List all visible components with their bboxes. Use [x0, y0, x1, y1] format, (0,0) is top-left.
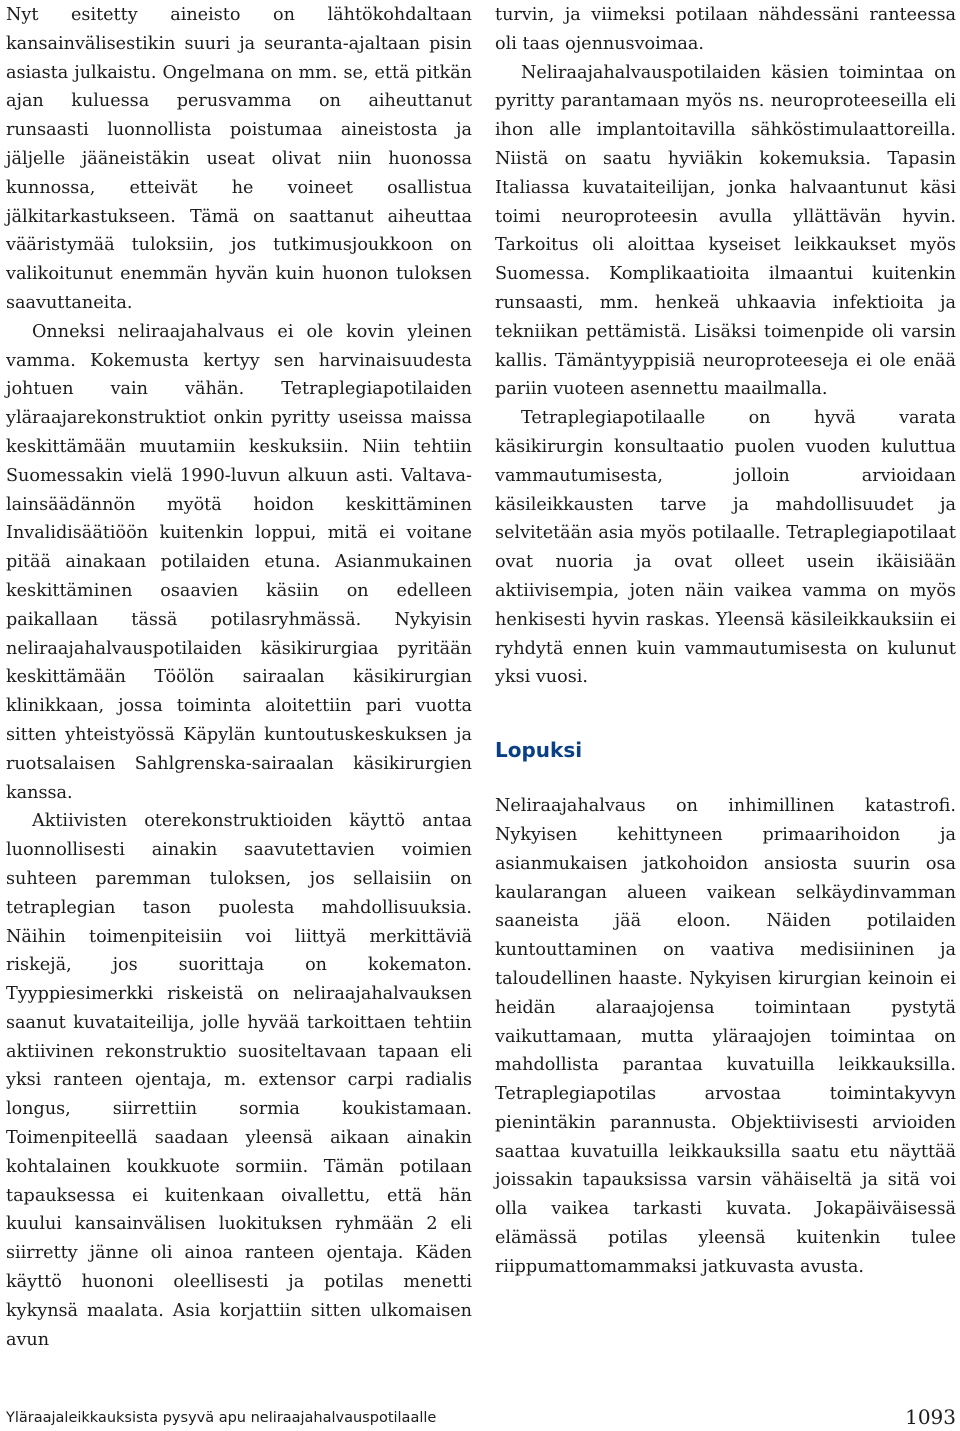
paragraph: Nyt esitetty aineisto on lähtökohdaltaan kansainvälisestikin suuri ja seuranta-ajaltaan pisin asiasta julkaistu. Ongelmana on mm. se, että pitkän ajan kuluessa perusvamma on aiheuttanut runsaasti luonnollista poistumaa aineistosta ja jäljelle jääneistäkin useat olivat niin huonossa kunnossa, etteivät he voineet osallistua jälkitarkastukseen. Tämä on saattanut aiheuttaa vääristymää tuloksiin, jos tutkimusjoukkoon on valikoitunut enemmän hyvän kuin huonon tuloksen saavuttaneita. [6, 5, 472, 313]
paragraph: Neliraajahalvauspotilaiden käsien toimintaa on pyritty parantamaan myös ns. neuroproteeseilla eli ihon alle implantoitavilla sähköstimulaattoreilla. Niistä on saatu hyviäkin kokemuksia. Tapasin Italiassa kuvataiteilijan, jonka halvaantunut käsi toimi neuroproteesin avulla yllättävän hyvin. Tarkoitus oli aloittaa kyseiset leikkaukset myös Suomessa. Komplikaatioita ilmaantui kuitenkin runsaasti, mm. henkeä uhkaavia infektioita ja tekniikan pettämistä. Lisäksi toimenpide oli varsin kallis. Tämäntyyppisiä neuroproteeseja ei ole enää pariin vuoteen asennettu maailmalla. [495, 62, 956, 400]
paragraph: Neliraajahalvaus on inhimillinen katastrofi. Nykyisen kehittyneen primaarihoidon ja asianmukaisen jatkohoidon ansiosta suurin osa kaularangan alueen vaikean selkäydinvamman saaneista jää eloon. Näiden potilaiden kuntouttaminen on vaativa medisiininen ja taloudellinen haaste. Nykyisen kirurgian keinoin ei heidän alaraajojensa toimintaan pystytä vaikuttamaan, mutta yläraajojen toimintaa on mahdollista parantaa kuvatuilla leikkauksilla. Tetraplegiapotilas arvostaa toimintakyvyn pienintäkin parannusta. Objektiivisesti arvioiden saattaa kuvatuilla leikkauksilla saatu etu näyttää joissakin tapauksissa varsin vähäiseltä ja sitä voi olla vaikea tarkasti kuvata. Jokapäiväisessä elämässä potilas yleensä kuitenkin tulee riippumattomammaksi jatkuvasta avusta. [495, 796, 956, 1277]
paragraph: turvin, ja viimeksi potilaan nähdessäni ranteessa oli taas ojennusvoimaa. [495, 5, 956, 54]
paragraph: Aktiivisten oterekonstruktioiden käyttö antaa luonnollisesti ainakin saavutettavien voimien suhteen paremman tuloksen, jos sellaisiin on tetraplegian tason puolesta mahdollisuuksia. Näihin toimenpiteisiin voi liittyä merkittäviä riskejä, jos suorittaja on kokematon. Tyyppiesimerkki riskeistä on neliraajahalvauksen saanut kuvataiteilija, jolle hyvää tarkoittaen tehtiin aktiivinen rekonstruktio suositeltavaan tapaan eli yksi ranteen ojentaja, m. extensor carpi radialis longus, siirrettiin sormia koukistamaan. Toimenpiteellä saadaan yleensä aikaan ainakin kohtalainen koukkuote sormiin. Tämän potilaan tapauksessa ei kuitenkaan oivallettu, että hän kuului kansainvälisen luokituksen ryhmään 2 eli siirretty jänne oli ainoa ranteen ojentaja. Käden käyttö huononi oleellisesti ja potilas menetti kykynsä maalata. Asia korjattiin sitten ulkomaisen avun [6, 811, 472, 1350]
paragraph: Onneksi neliraajahalvaus ei ole kovin yleinen vamma. Kokemusta kertyy sen harvinaisuudesta johtuen vain vähän. Tetraplegiapotilaiden yläraajarekonstruktiot onkin pyritty useissa maissa keskittämään muutamiin keskuksiin. Niin tehtiin Suomessakin vielä 1990-luvun alkuun asti. Valtava-lainsäädännön myötä hoidon keskittäminen Invalidisäätiöön kuitenkin loppui, mitä ei voitane pitää ainakaan potilaiden etuna. Asianmukainen keskittäminen osaavien käsiin on edelleen paikallaan tässä potilasryhmässä. Nykyisin neliraajahalvauspotilaiden käsikirurgiaa pyritään keskittämään Töölön sairaalan käsikirurgian klinikkaan, jossa toiminta aloitettiin pari vuotta sitten yhteistyössä Käpylän kuntoutuskeskuksen ja ruotsalaisen Sahlgrenska-sairaalan käsikirurgien kanssa. [6, 321, 472, 803]
section-heading: Lopuksi [495, 738, 583, 763]
page-footer [6, 1405, 956, 1431]
running-title: Yläraajaleikkauksista pysyvä apu neliraajahalvauspotilaalle [6, 1410, 437, 1426]
page-number: 1093 [905, 1405, 956, 1429]
paragraph: Tetraplegiapotilaalle on hyvä varata käsikirurgin konsultaatio puolen vuoden kuluttua vammautumisesta, jolloin arvioidaan käsileikkausten tarve ja mahdollisuudet ja selvitetään asia myös potilaalle. Tetraplegiapotilaat ovat nuoria ja ovat olleet usein ikäisiään aktiivisempia, joten näin vaikea vamma on myös henkisesti hyvin raskas. Yleensä käsileikkauksiin ei ryhdytä ennen kuin vammautumisesta on kulunut yksi vuosi. [495, 408, 956, 688]
left-column [6, 1, 472, 1354]
right-column [495, 1, 956, 1282]
